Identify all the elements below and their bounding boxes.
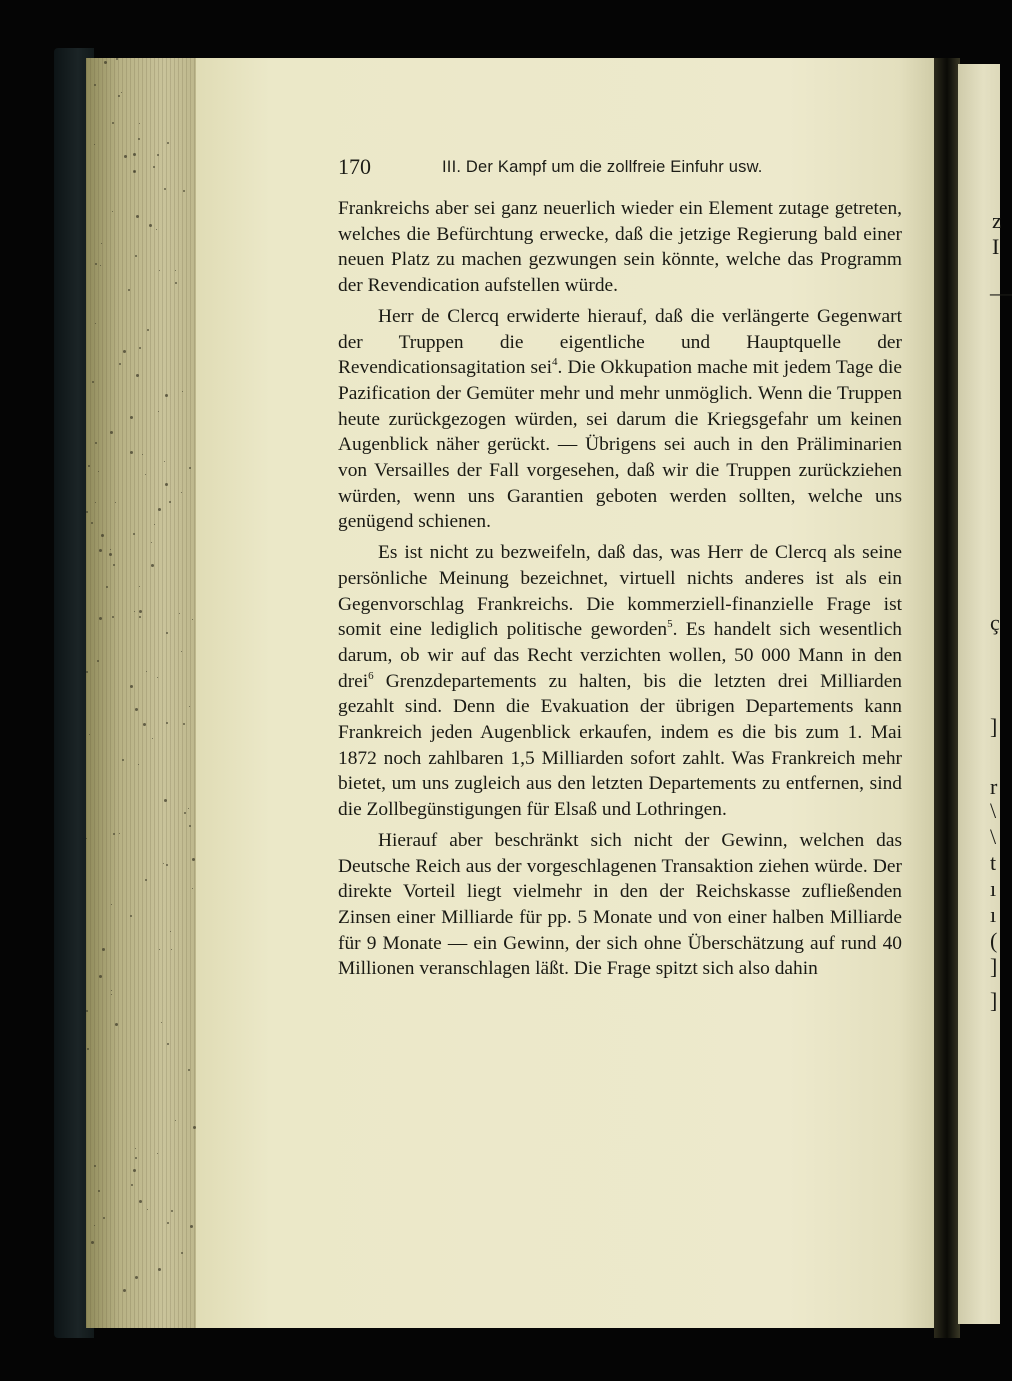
paper-speck [130,685,133,688]
paper-speck [113,564,115,566]
paper-speck [154,524,155,525]
paper-speck [192,619,193,620]
paper-speck [182,391,183,392]
paper-speck [124,155,127,158]
paragraph-text: Es ist nicht zu bezweifeln, daß das, was Herr de Clercq als seine persönliche Meinung bezeichnet, virtuell nichts anderes ist als ein Gegenvorschlag Frankreichs. Die kommerziell-finanzielle Frage ist somit eine lediglich politische geworden [338,542,902,641]
paragraph [338,304,902,535]
paper-speck [169,501,171,503]
paper-speck [171,949,172,950]
paper-speck [101,243,102,244]
paper-speck [192,888,193,889]
facing-page-fragment: \ [990,824,997,849]
paper-speck [91,522,93,524]
paper-speck [139,586,140,587]
paper-speck [130,416,133,419]
page-number: 170 [338,154,371,179]
paper-speck [86,511,88,513]
footnote-marker: 6 [368,669,374,682]
paper-speck [98,1190,100,1192]
paper-speck [167,142,169,144]
paper-speck [97,660,99,662]
paper-speck [111,990,112,991]
paper-speck [133,1169,136,1172]
paper-speck [157,677,158,678]
paper-speck [139,347,141,349]
paper-speck [94,1225,95,1226]
paper-speck [98,471,99,472]
paper-speck [164,188,166,190]
paper-speck [142,454,143,455]
paper-speck [159,949,160,950]
paper-speck [94,144,95,145]
paper-speck [133,533,135,535]
paper-speck [102,948,105,951]
paper-speck [152,738,153,739]
paper-speck [167,1043,169,1045]
paper-speck [138,764,139,765]
paper-speck [87,1048,89,1050]
paper-speck [86,671,88,673]
paper-speck [130,915,132,917]
paper-speck [130,451,133,454]
paper-speck [158,411,159,412]
paper-speck [109,553,112,556]
paper-speck [99,549,102,552]
paper-speck [157,154,159,156]
paragraph-text: Hierauf aber beschränkt sich nicht der Gewinn, welchen das Deutsche Reich aus der vorgeschlagenen Transaktion ziehen würde. Der direkte Vorteil liegt vielmehr in den der Reichskasse zufließenden Zinsen einer Milliarde für pp. 5 Monate und von einer halben Milliarde für 9 Monate — ein Gewinn, der sich ohne Überschätzung auf rund 40 Millionen veranschlagen läßt. Die Frage spitzt sich also dahin [338,829,902,980]
paper-speck [164,799,167,802]
facing-page-fragment: ] [990,714,998,739]
paragraph [338,196,902,299]
paper-speck [100,265,101,266]
paper-speck [161,1022,162,1023]
paper-speck [165,483,168,486]
paper-speck [165,394,168,397]
paper-speck [95,442,97,444]
paper-speck [135,255,137,257]
paper-speck [86,838,87,839]
paper-speck [189,706,190,707]
paper-speck [101,534,104,537]
paper-speck [143,723,146,726]
paper-speck [170,931,171,932]
paper-speck [106,586,108,588]
paper-speck [112,122,114,124]
paper-speck [94,1165,96,1167]
paper-speck [104,61,107,64]
paper-speck [115,1023,118,1026]
paper-speck [156,229,157,230]
page-stack-edge [86,58,198,1328]
paper-speck [163,863,164,864]
paper-speck [136,374,139,377]
paper-speck [188,1069,190,1071]
page-header [338,152,898,182]
paper-speck [166,864,168,866]
paper-speck [151,542,152,543]
paper-speck [181,492,182,493]
paragraph-text: Frankreichs aber sei ganz neuerlich wieder ein Element zutage getreten, welches die Befürchtung erwecke, daß die jetzige Regierung bald einer neuen Platz zu machen gezwungen sein könnte, welche das Programm der Revendication aufstellen würde. [338,198,902,297]
paper-speck [111,994,112,995]
paper-speck [135,1276,138,1279]
facing-page-fragment: ç [990,610,1000,635]
paper-speck [122,759,124,761]
facing-page-edge [958,64,1012,1324]
paper-speck [171,1210,173,1212]
paper-speck [183,190,185,192]
paper-speck [134,611,135,612]
paper-speck [147,329,149,331]
paper-speck [157,1153,158,1154]
paper-speck [123,350,126,353]
paper-speck [175,1120,176,1121]
paper-speck [89,734,90,735]
paper-speck [159,270,160,271]
paper-speck [166,632,168,634]
paper-speck [110,431,113,434]
paper-speck [95,263,97,265]
paper-speck [145,474,146,475]
paper-speck [116,58,118,60]
paper-speck [110,549,111,550]
running-title: III. Der Kampf um die zollfreie Einfuhr usw. [442,158,763,176]
paper-speck [158,1268,161,1271]
paragraph [338,540,902,823]
paper-speck [181,1252,183,1254]
paper-speck [151,564,154,567]
paper-speck [99,617,102,620]
paper-speck [181,651,182,652]
paper-speck [95,502,96,503]
facing-page-fragment: ı [990,876,997,901]
paper-speck [131,1184,133,1186]
paper-speck [139,1200,142,1203]
paper-speck [118,95,120,97]
paper-speck [95,323,96,324]
paper-speck [149,224,152,227]
paper-speck [190,1225,193,1228]
paper-speck [179,613,180,614]
facing-page-fragment: z [992,208,1002,233]
paper-speck [166,722,168,724]
paper-speck [164,461,165,462]
paper-speck [184,812,186,814]
paper-speck [94,84,96,86]
paper-speck [123,1289,126,1292]
paper-speck [189,467,191,469]
paragraph [338,828,902,982]
paper-speck [119,833,120,834]
facing-page-fragment: I [992,234,1000,259]
paper-speck [133,153,136,156]
paper-speck [135,708,138,711]
paper-speck [113,833,115,835]
paper-speck [188,808,189,809]
paper-speck [138,138,140,140]
footnote-marker: 5 [667,618,673,631]
paper-speck [119,363,121,365]
body-text [338,196,902,982]
paper-speck [112,211,113,212]
facing-page-fragment: ] [990,988,998,1013]
paper-speck [133,170,136,173]
paragraph-text: . Es handelt sich wesentlich darum, ob wir auf das Recht verzichten wollen, 50 000 Mann in den drei [338,619,902,692]
book-gutter [934,58,960,1338]
facing-page-fragment: \ [990,798,997,823]
paper-speck [136,215,139,218]
paper-speck [192,858,195,861]
paper-speck [153,166,155,168]
facing-page-fragment: — [990,280,1012,305]
facing-page-fragment: r [990,774,998,799]
paper-speck [88,465,90,467]
paper-speck [139,616,141,618]
paper-speck [189,825,191,827]
paper-speck [175,270,176,271]
paper-speck [99,975,102,978]
paragraph-text: Herr de Clercq erwiderte hierauf, daß die verlängerte Gegenwart der Truppen die eigentliche und Hauptquelle der Revendicationsagitation sei [338,305,902,379]
paper-speck [111,904,112,905]
paper-speck [92,381,94,383]
paper-speck [135,1157,137,1159]
paper-speck [139,123,140,124]
facing-page-fragment: t [990,850,997,875]
paper-speck [158,508,161,511]
paper-speck [175,282,177,284]
paper-speck [145,879,147,881]
paper-speck [86,1010,88,1012]
facing-page-fragment: ] [990,954,998,979]
paper-speck [103,1217,105,1219]
paragraph-text: . Die Okkupation mache mit jedem Tage die Pazification der Gemüter mehr und mehr unmöglich. Wenn die Truppen heute zurückgezogen würden, sei darum die Kriegsgefahr um keinen Augenblick näher gerückt. — Übrigens sei auch in den Präliminarien von Versailles der Fall vorgesehen, daß wir die Truppen zurückziehen würden, wenn uns Garantien geboten werden sollten, welche uns genügend schienen. [338,357,903,533]
paper-speck [91,1241,94,1244]
paper-speck [128,289,130,291]
paper-speck [112,616,114,618]
paper-speck [121,92,122,93]
paper-speck [146,671,147,672]
paper-speck [167,1222,169,1224]
paper-speck [115,502,116,503]
paragraph-text: Grenzdepartements zu halten, bis die letzten drei Milliarden gezahlt sind. Denn die Evakuation der übrigen Departements kann Frankreich jeden Augenblick erkaufen, indem es die bis zum 1. Mai 1872 noch zahlbaren 1,5 Milliarden sofort zahlt. Was Frankreich mehr bietet, um uns zugleich aus den letzten Departements zu entfernen, sind die Zollbegünstigungen für Elsaß und Lothringen. [338,670,902,821]
facing-page-fragment: ( [990,928,998,953]
paper-speck [183,723,185,725]
footnote-marker: 4 [552,356,558,369]
paper-speck [139,610,142,613]
facing-page-fragment: ı [990,902,997,927]
paper-speck [147,1209,148,1210]
paper-speck [135,1148,136,1149]
